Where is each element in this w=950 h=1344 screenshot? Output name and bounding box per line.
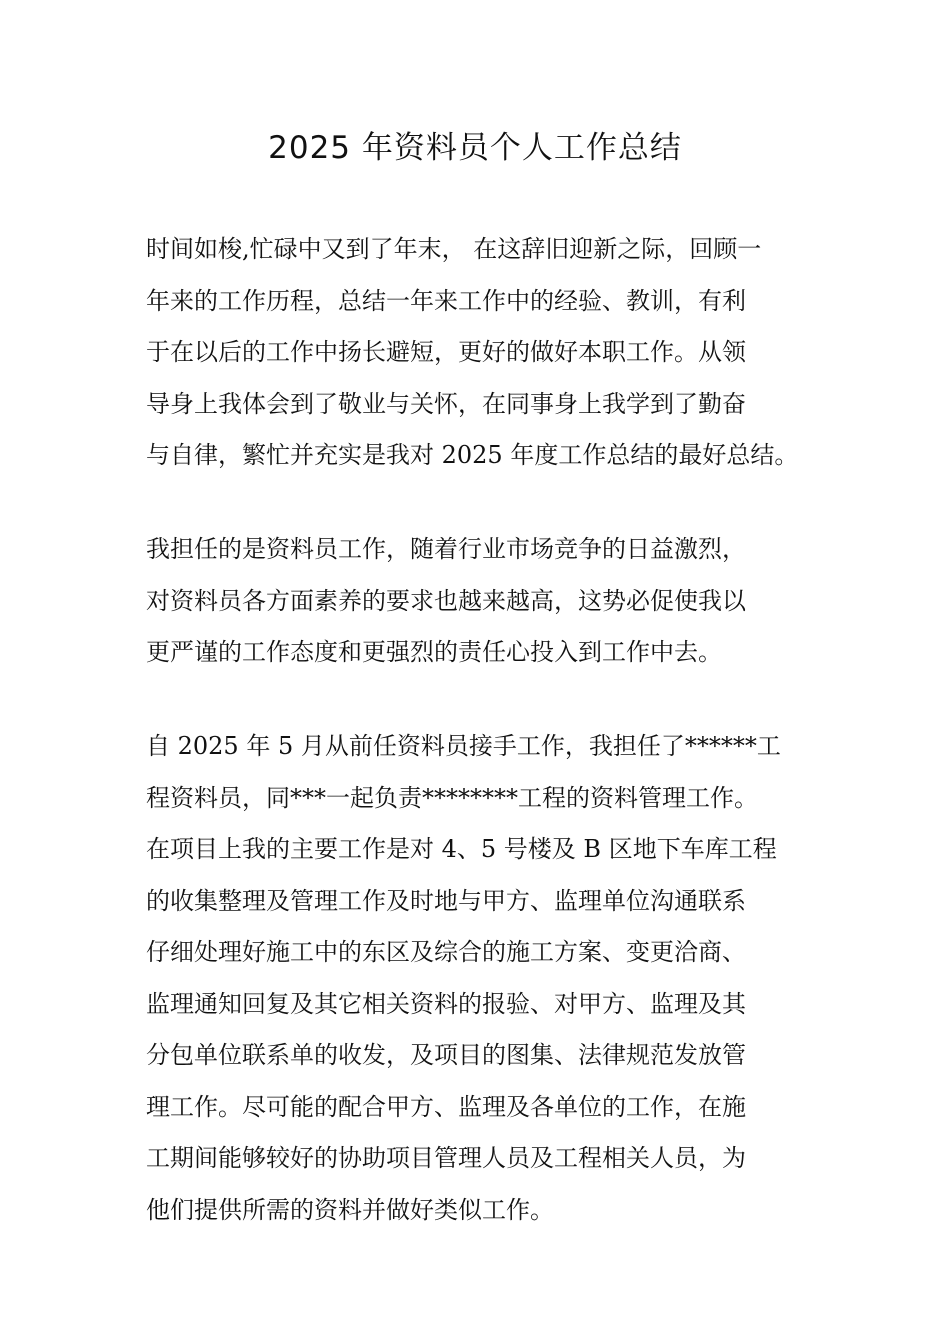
paragraph-intro [146,224,810,482]
paragraph-line: 监理通知回复及其它相关资料的报验、对甲方、监理及其 [146,989,746,1018]
paragraph-line: 导身上我体会到了敬业与关怀，在同事身上我学到了勤奋 [146,389,746,418]
paragraph-line: 程资料员，同***一起负责********工程的资料管理工作。 [146,783,758,812]
paragraph-line: 我担任的是资料员工作，随着行业市场竞争的日益激烈， [146,535,746,563]
paragraph-line: 的收集整理及管理工作及时地与甲方、监理单位沟通联系 [146,886,746,915]
paragraph-line: 年来的工作历程，总结一年来工作中的经验、教训，有利 [146,286,746,315]
paragraph-line: 在项目上我的主要工作是对 4、5 号楼及 B 区地下车库工程 [146,835,777,863]
paragraph-line: 工期间能够较好的协助项目管理人员及工程相关人员，为 [146,1144,746,1172]
paragraph-line: 与自律，繁忙并充实是我对 2025 年度工作总结的最好总结。 [146,441,799,469]
document-title: 2025 年资料员个人工作总结 [268,130,682,166]
paragraph-work-details [146,721,810,1236]
paragraph-line: 他们提供所需的资料并做好类似工作。 [146,1195,554,1224]
paragraph-line: 仔细处理好施工中的东区及综合的施工方案、变更洽商、 [146,938,746,966]
paragraph-line: 分包单位联系单的收发，及项目的图集、法律规范发放管 [146,1041,746,1069]
paragraph-line: 时间如梭,忙碌中又到了年末， 在这辞旧迎新之际，回顾一 [146,235,762,263]
paragraph-line: 更严谨的工作态度和更强烈的责任心投入到工作中去。 [146,638,722,666]
paragraph-role [146,524,810,679]
paragraph-line: 对资料员各方面素养的要求也越来越高，这势必促使我以 [146,586,746,615]
paragraph-line: 理工作。尽可能的配合甲方、监理及各单位的工作，在施 [146,1092,746,1121]
paragraph-line: 自 2025 年 5 月从前任资料员接手工作，我担任了******工 [146,732,781,760]
paragraph-line: 于在以后的工作中扬长避短，更好的做好本职工作。从领 [146,338,746,366]
